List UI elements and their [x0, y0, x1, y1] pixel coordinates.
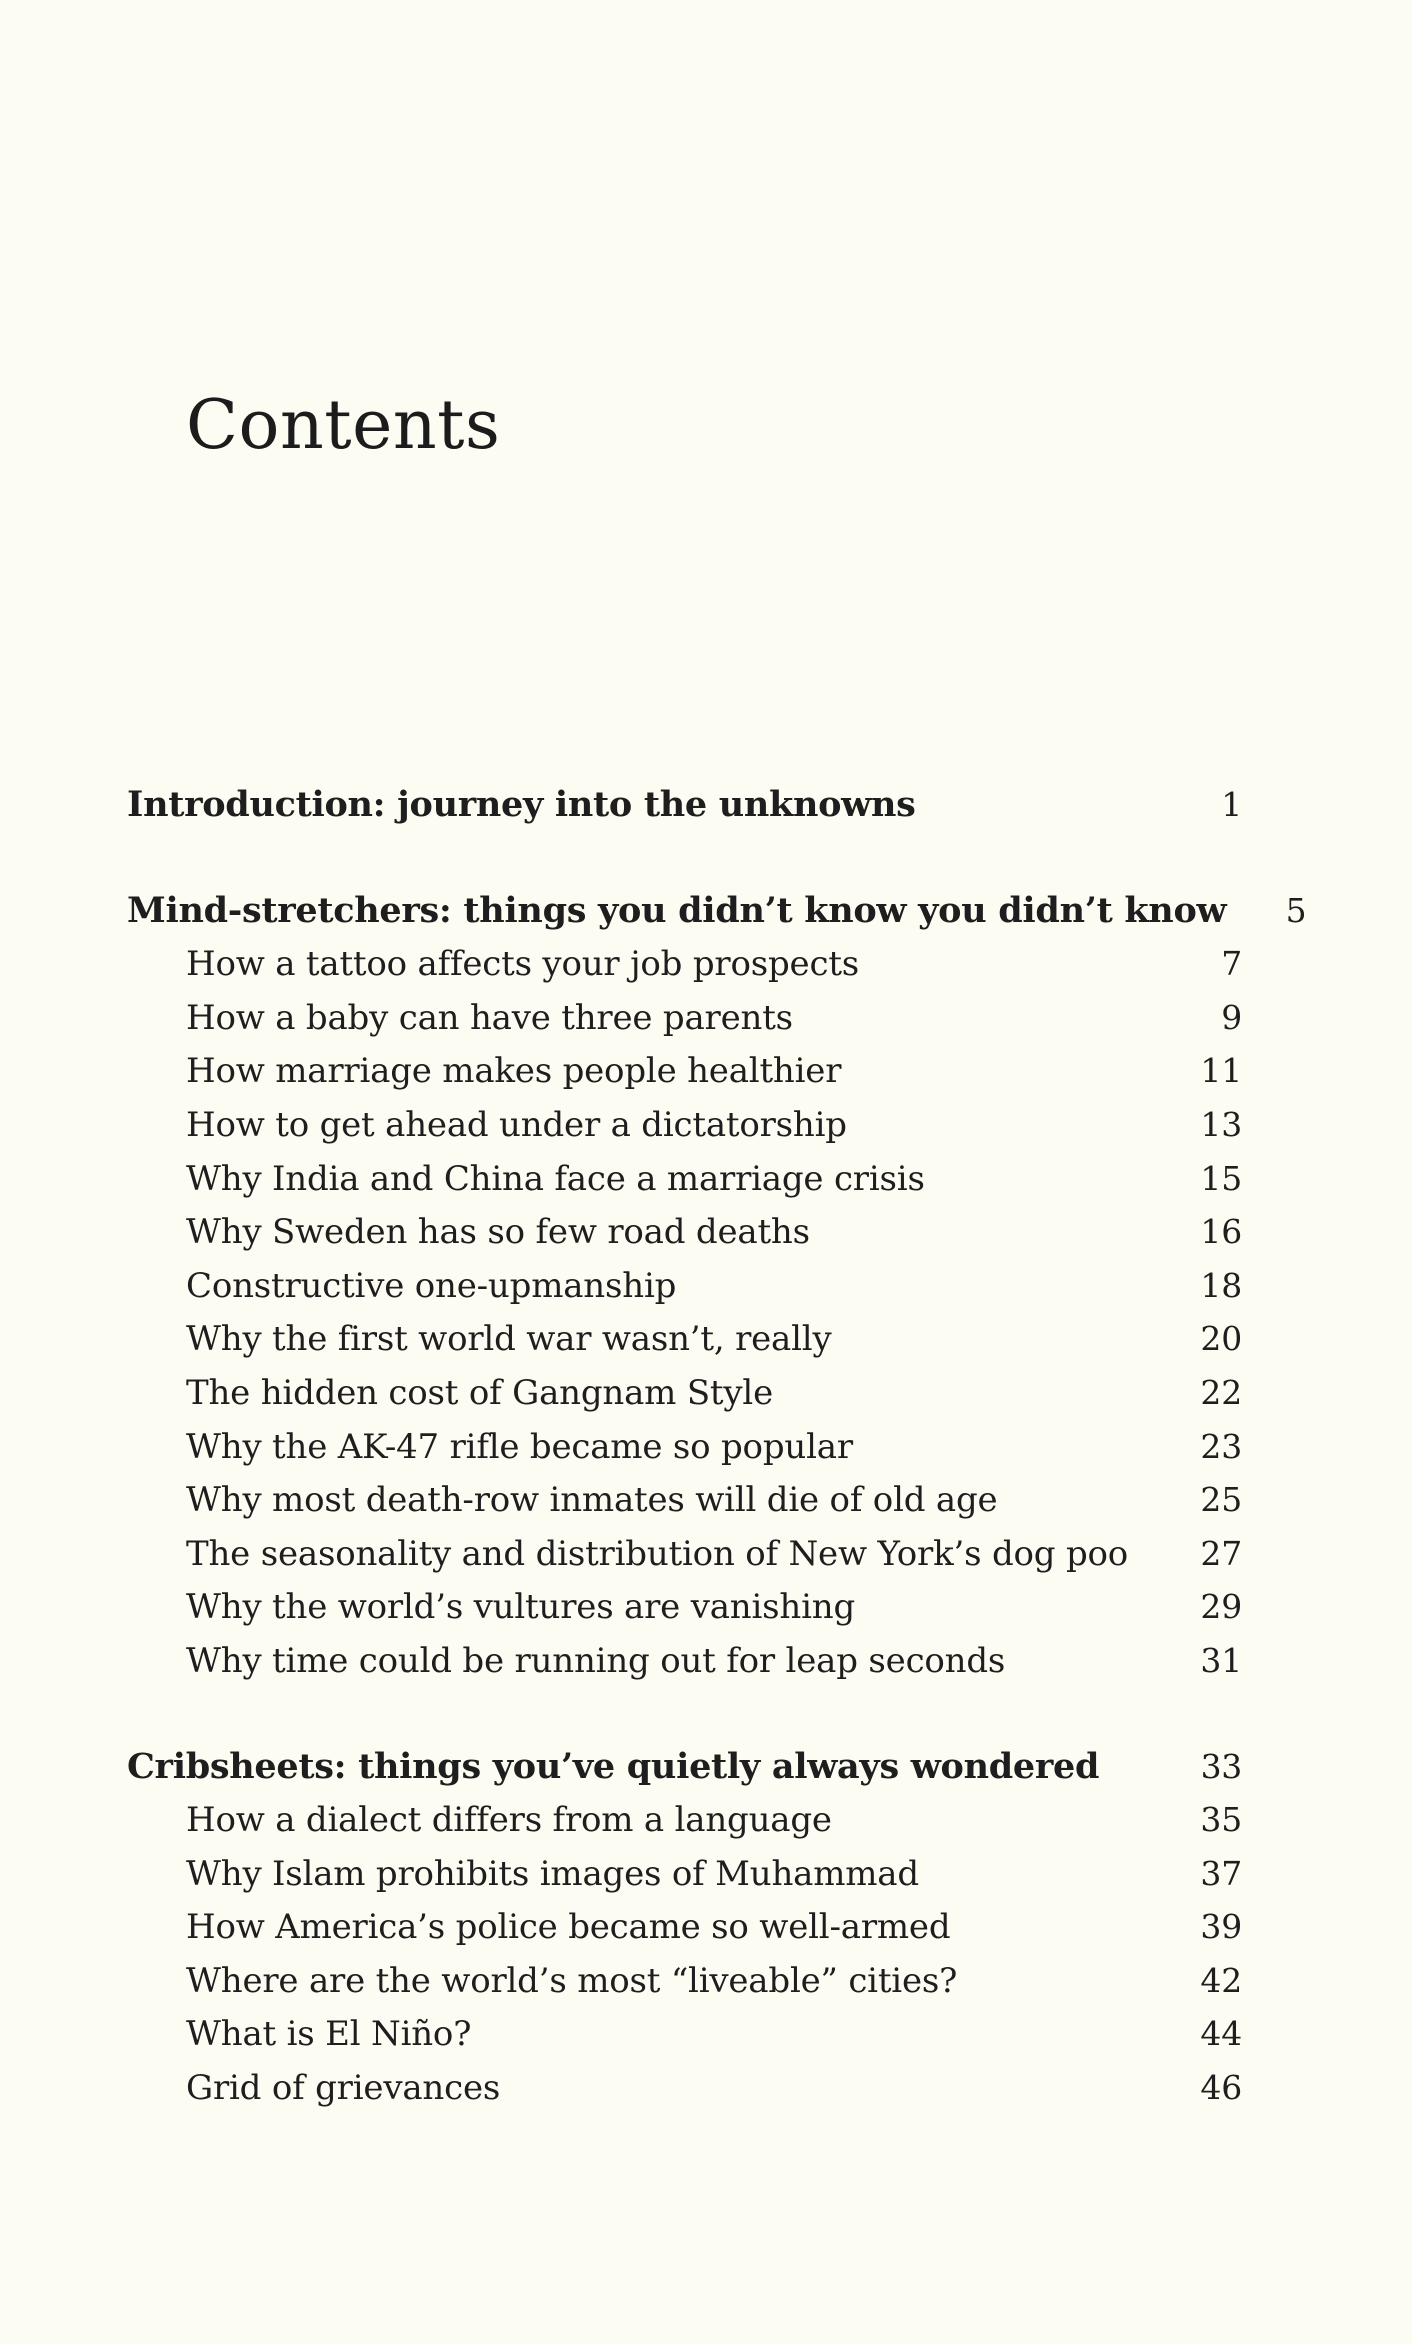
toc-entry[interactable] — [127, 1473, 1242, 1527]
toc-section-mind-stretchers — [127, 884, 1307, 1688]
toc-section-introduction — [127, 778, 1242, 832]
toc-entry[interactable] — [127, 1580, 1242, 1634]
toc-entry-label: Why Sweden has so few road deaths — [186, 1212, 810, 1253]
toc-section-heading[interactable] — [127, 884, 1307, 938]
toc-section-heading[interactable] — [127, 1740, 1242, 1794]
toc-page-number: 22 — [1200, 1372, 1242, 1412]
page-title: Contents — [186, 386, 501, 465]
toc-entry[interactable] — [127, 1312, 1242, 1366]
toc-page-number: 27 — [1200, 1533, 1242, 1573]
toc-entry[interactable] — [127, 1152, 1242, 1206]
toc-page-number: 25 — [1200, 1480, 1242, 1520]
toc-entry[interactable] — [127, 991, 1242, 1045]
toc-entry[interactable] — [127, 1420, 1242, 1474]
toc-page-number: 13 — [1200, 1104, 1242, 1144]
toc-entry-label: The seasonality and distribution of New York’s dog poo — [186, 1533, 1129, 1574]
toc-entry-label: How a tattoo affects your job prospects — [186, 944, 860, 985]
toc-entry[interactable] — [127, 1847, 1242, 1901]
toc-section-cribsheets — [127, 1740, 1242, 2115]
toc-page-number: 11 — [1200, 1051, 1242, 1091]
toc-heading-label: Mind-stretchers: things you didn’t know you didn’t know — [127, 889, 1227, 931]
toc-heading-label: Cribsheets: things you’ve quietly always wondered — [127, 1745, 1100, 1787]
toc-page-number: 7 — [1221, 944, 1242, 984]
toc-page-number: 33 — [1200, 1746, 1242, 1786]
toc-entry[interactable] — [127, 1259, 1242, 1313]
toc-entry[interactable] — [127, 1900, 1242, 1954]
toc-entry[interactable] — [127, 1527, 1242, 1581]
toc-page-number: 1 — [1221, 785, 1242, 824]
toc-page-number: 31 — [1200, 1640, 1242, 1680]
toc-entry-label: Grid of grievances — [186, 2068, 501, 2109]
toc-page-number: 46 — [1200, 2068, 1242, 2108]
toc-entry-label: How America’s police became so well-armed — [186, 1907, 951, 1948]
toc-page-number: 16 — [1200, 1212, 1242, 1252]
table-of-contents — [127, 778, 1307, 2167]
toc-entry[interactable] — [127, 1098, 1242, 1152]
toc-entry-label: Where are the world’s most “liveable” cities? — [186, 1960, 958, 2001]
toc-page-number: 39 — [1200, 1907, 1242, 1947]
toc-entry[interactable] — [127, 1205, 1242, 1259]
toc-entry-label: What is El Niño? — [186, 2014, 472, 2055]
toc-entry[interactable] — [127, 2061, 1242, 2115]
toc-entry-label: Why Islam prohibits images of Muhammad — [186, 1853, 919, 1894]
toc-heading-label: Introduction: journey into the unknowns — [127, 784, 916, 825]
toc-entry[interactable] — [127, 1793, 1242, 1847]
toc-entry-label: Why most death-row inmates will die of old age — [186, 1480, 998, 1521]
toc-section-heading[interactable] — [127, 778, 1242, 832]
toc-entry-label: Why time could be running out for leap seconds — [186, 1640, 1006, 1681]
toc-page-number: 23 — [1200, 1426, 1242, 1466]
toc-page-number: 29 — [1200, 1587, 1242, 1627]
toc-page-number: 37 — [1200, 1853, 1242, 1893]
toc-entry[interactable] — [127, 937, 1242, 991]
toc-entry-label: Why India and China face a marriage crisis — [186, 1158, 925, 1199]
toc-entry[interactable] — [127, 1366, 1242, 1420]
toc-entry-label: Why the first world war wasn’t, really — [186, 1319, 832, 1360]
toc-page-number: 42 — [1200, 1960, 1242, 2000]
toc-page-number: 20 — [1200, 1319, 1242, 1359]
toc-entry[interactable] — [127, 2007, 1242, 2061]
toc-entry[interactable] — [127, 1634, 1242, 1688]
toc-entry[interactable] — [127, 1044, 1242, 1098]
toc-entry-label: Constructive one-upmanship — [186, 1265, 677, 1306]
toc-entry-label: Why the AK-47 rifle became so popular — [186, 1426, 853, 1467]
toc-page-number: 9 — [1221, 997, 1242, 1037]
toc-entry-label: How a dialect differs from a language — [186, 1800, 832, 1841]
toc-page-number: 35 — [1200, 1800, 1242, 1840]
toc-entry-label: The hidden cost of Gangnam Style — [186, 1372, 773, 1413]
toc-page-number: 18 — [1200, 1265, 1242, 1305]
toc-page-number: 5 — [1285, 890, 1307, 930]
toc-page-number: 44 — [1200, 2014, 1242, 2054]
toc-entry-label: How marriage makes people healthier — [186, 1051, 842, 1092]
toc-entry-label: Why the world’s vultures are vanishing — [186, 1587, 856, 1628]
toc-entry-label: How to get ahead under a dictatorship — [186, 1104, 847, 1145]
toc-entry-label: How a baby can have three parents — [186, 997, 793, 1038]
toc-entry[interactable] — [127, 1954, 1242, 2008]
toc-page-number: 15 — [1200, 1158, 1242, 1198]
